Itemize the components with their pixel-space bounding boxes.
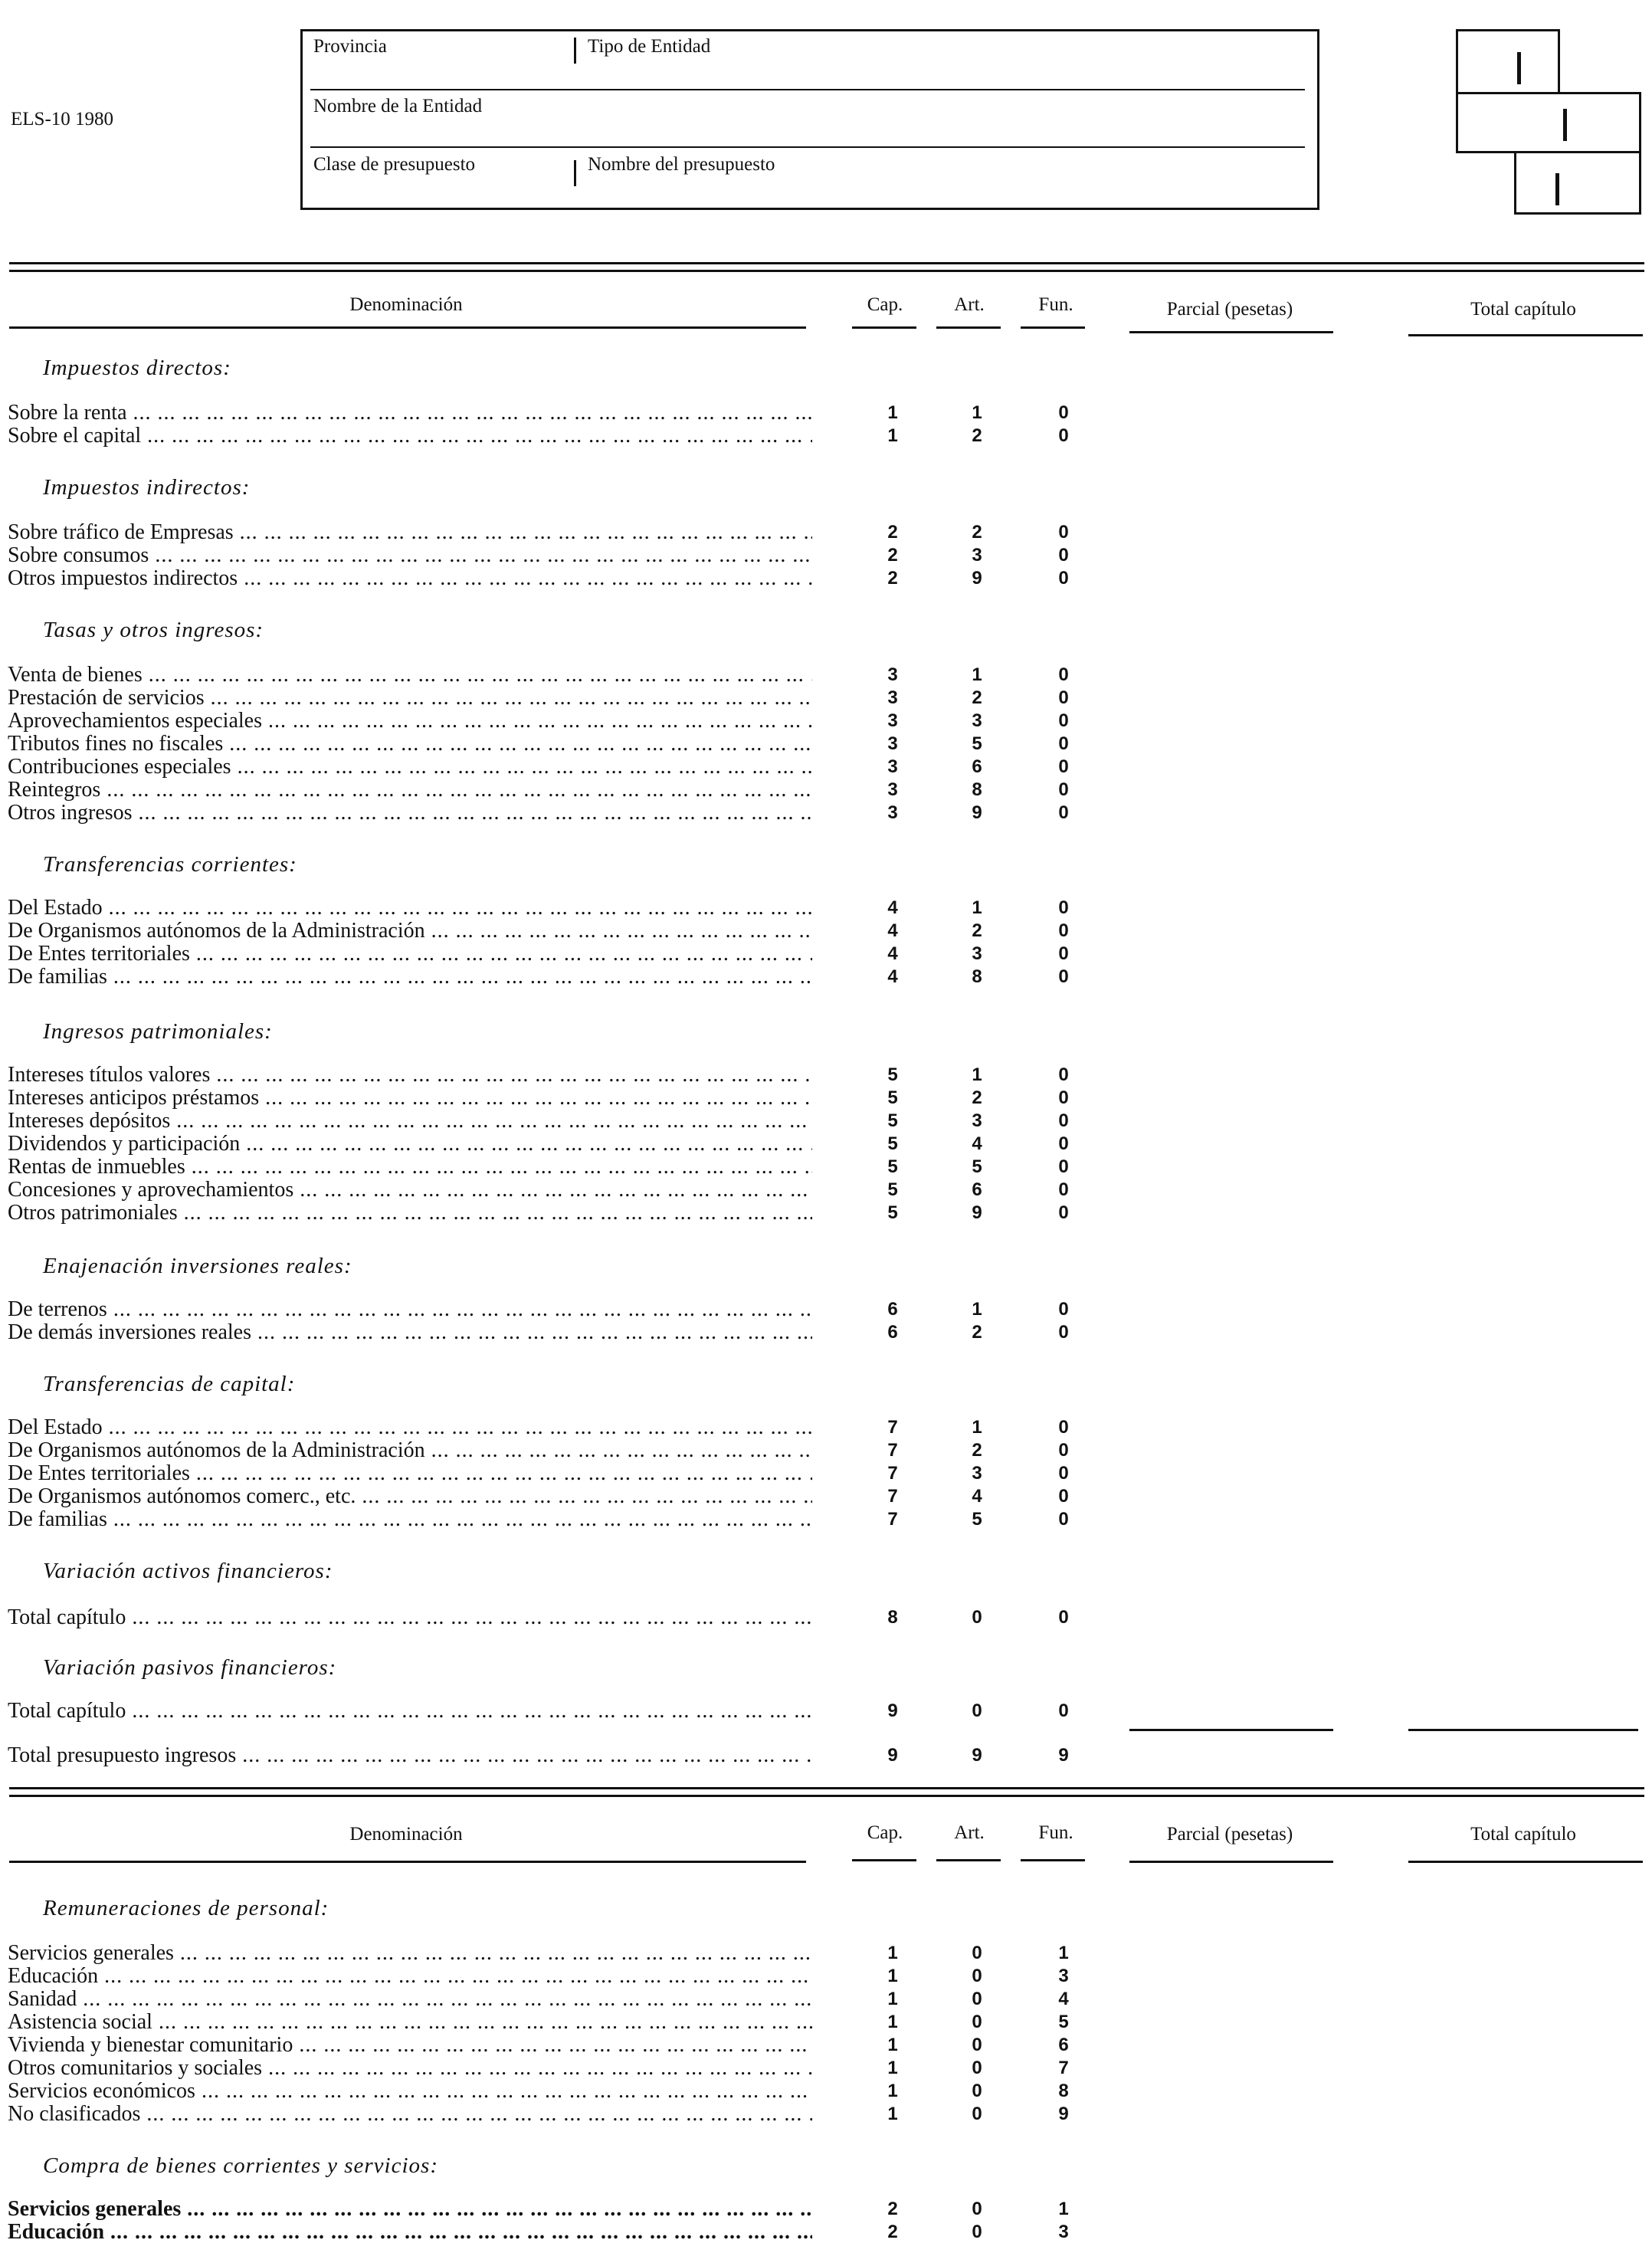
col-denominacion: Denominación	[349, 294, 463, 315]
underline-fun	[1021, 1859, 1085, 1861]
art-value: 9	[972, 802, 982, 823]
separator	[574, 38, 576, 64]
art-value: 6	[972, 756, 982, 777]
table-row	[8, 710, 1080, 733]
cap-value: 8	[887, 1607, 898, 1628]
art-value: 5	[972, 733, 982, 754]
art-value: 3	[972, 545, 982, 566]
art-value: 9	[972, 1202, 982, 1223]
fun-value: 1	[1058, 1943, 1069, 1963]
table-row	[8, 756, 1080, 779]
cap-value: 1	[887, 1943, 898, 1963]
double-rule-bottom	[9, 270, 1644, 272]
fun-value: 0	[1058, 779, 1069, 800]
table-row	[8, 687, 1080, 710]
sum-line-total	[1408, 1729, 1638, 1731]
row-label: Concesiones y aprovechamientos ... .	[8, 1179, 812, 1202]
section-title: Compra de bienes corrientes y servicios:	[43, 2153, 438, 2178]
col-fun: Fun.	[1038, 294, 1073, 315]
art-value: 1	[972, 1064, 982, 1085]
fun-value: 0	[1058, 1509, 1069, 1530]
fun-value: 0	[1058, 1700, 1069, 1721]
art-value: 2	[972, 687, 982, 708]
section-title: Tasas y otros ingresos:	[43, 618, 264, 642]
table-row	[8, 1965, 1080, 1988]
art-value: 1	[972, 402, 982, 423]
row-label: Sobre tráfico de Empresas ... .	[8, 521, 812, 544]
section-title: Remuneraciones de personal:	[43, 1896, 329, 1920]
table-row	[8, 1156, 1080, 1179]
cap-value: 3	[887, 733, 898, 754]
art-value: 0	[972, 2012, 982, 2032]
table-row	[8, 920, 1080, 943]
row-label: De Entes territoriales ... .	[8, 1462, 812, 1485]
table-row	[8, 544, 1080, 567]
table-row	[8, 1606, 1080, 1629]
art-value: 0	[972, 2104, 982, 2124]
table-row	[8, 1988, 1080, 2011]
table-row	[8, 1700, 1080, 1723]
cap-value: 2	[887, 2199, 898, 2219]
fun-value: 0	[1058, 1064, 1069, 1085]
section-title: Impuestos indirectos:	[43, 475, 251, 500]
fun-value: 0	[1058, 1463, 1069, 1484]
row-label: De Organismos autónomos comerc., etc. ... .	[8, 1485, 812, 1508]
fun-value: 0	[1058, 1486, 1069, 1507]
art-value: 6	[972, 1179, 982, 1200]
table-row	[8, 779, 1080, 802]
underline-art	[936, 326, 1001, 329]
row-label: Total capítulo ... .	[8, 1700, 812, 1723]
cap-value: 2	[887, 2222, 898, 2242]
table-row	[8, 1321, 1080, 1344]
table-row	[8, 1298, 1080, 1321]
row-label: Total capítulo ... .	[8, 1606, 812, 1629]
underline-cap	[852, 1859, 916, 1861]
row-label: De familias ... .	[8, 966, 812, 989]
header-box	[300, 29, 1319, 210]
art-value: 8	[972, 779, 982, 800]
fun-value: 0	[1058, 522, 1069, 543]
table-row	[8, 943, 1080, 966]
col-cap: Cap.	[867, 294, 903, 315]
table-row	[8, 1110, 1080, 1133]
double-rule-top	[9, 1787, 1644, 1789]
table-row	[8, 2057, 1080, 2080]
art-value: 2	[972, 1440, 982, 1461]
fun-value: 0	[1058, 1156, 1069, 1177]
underline-total	[1408, 334, 1643, 336]
row-label: De terrenos ... .	[8, 1298, 812, 1321]
art-value: 5	[972, 1509, 982, 1530]
row-label: Rentas de inmuebles ... .	[8, 1156, 812, 1179]
row-label: Servicios generales ... .	[8, 1942, 812, 1965]
fun-value: 0	[1058, 1179, 1069, 1200]
separator	[574, 160, 576, 186]
underline-parcial	[1129, 331, 1333, 333]
fun-value: 0	[1058, 1133, 1069, 1154]
fun-value: 9	[1058, 1745, 1069, 1766]
cap-value: 3	[887, 779, 898, 800]
cap-value: 1	[887, 2012, 898, 2032]
art-value: 2	[972, 920, 982, 941]
table-row	[8, 521, 1080, 544]
fun-value: 5	[1058, 2012, 1069, 2032]
section-title: Variación activos financieros:	[43, 1559, 333, 1583]
fun-value: 0	[1058, 897, 1069, 918]
table-row	[8, 2011, 1080, 2034]
table-row	[8, 1439, 1080, 1462]
double-rule-top	[9, 262, 1644, 264]
art-value: 1	[972, 664, 982, 685]
form-code: ELS-10 1980	[11, 109, 114, 130]
table-row	[8, 1064, 1080, 1087]
table-row	[8, 567, 1080, 590]
row-label: Educación ... .	[8, 1965, 812, 1988]
row-label: Del Estado ... .	[8, 897, 812, 920]
cap-value: 6	[887, 1322, 898, 1343]
provincia-label: Provincia	[313, 36, 387, 57]
cap-value: 3	[887, 710, 898, 731]
underline-cap	[852, 326, 916, 329]
cap-value: 9	[887, 1745, 898, 1766]
field-line	[310, 146, 1305, 148]
art-value: 0	[972, 2199, 982, 2219]
table-row	[8, 1179, 1080, 1202]
art-value: 0	[972, 1943, 982, 1963]
table-row	[8, 1416, 1080, 1439]
fun-value: 0	[1058, 402, 1069, 423]
cap-value: 1	[887, 425, 898, 446]
table-row	[8, 1087, 1080, 1110]
tipo-entidad-label: Tipo de Entidad	[588, 36, 711, 57]
fun-value: 0	[1058, 756, 1069, 777]
col-fun: Fun.	[1038, 1822, 1073, 1843]
art-value: 1	[972, 897, 982, 918]
row-label: De Organismos autónomos de la Administración ... .	[8, 920, 812, 943]
cap-value: 1	[887, 2058, 898, 2078]
row-label: Aprovechamientos especiales ... .	[8, 710, 812, 733]
table-row	[8, 2103, 1080, 2126]
section-title: Variación pasivos financieros:	[43, 1655, 337, 1680]
art-value: 9	[972, 1745, 982, 1766]
art-value: 0	[972, 1989, 982, 2009]
art-value: 3	[972, 943, 982, 964]
cap-value: 1	[887, 2035, 898, 2055]
table-row	[8, 664, 1080, 687]
fun-value: 0	[1058, 1440, 1069, 1461]
row-label: Sobre el capital ... .	[8, 425, 812, 448]
cap-value: 1	[887, 2104, 898, 2124]
fun-value: 0	[1058, 1322, 1069, 1343]
table-row	[8, 2198, 1080, 2221]
row-label: Servicios generales ... .	[8, 2198, 812, 2221]
cap-value: 2	[887, 545, 898, 566]
nombre-presupuesto-label: Nombre del presupuesto	[588, 154, 775, 175]
fun-value: 0	[1058, 568, 1069, 589]
art-value: 0	[972, 1607, 982, 1628]
art-value: 9	[972, 568, 982, 589]
row-label: Intereses títulos valores ... .	[8, 1064, 812, 1087]
cap-value: 1	[887, 402, 898, 423]
row-label: De demás inversiones reales ... .	[8, 1321, 812, 1344]
table-row	[8, 1485, 1080, 1508]
fun-value: 0	[1058, 1417, 1069, 1438]
fun-value: 7	[1058, 2058, 1069, 2078]
fun-value: 6	[1058, 2035, 1069, 2055]
fun-value: 4	[1058, 1989, 1069, 2009]
table-row	[8, 897, 1080, 920]
field-line	[310, 89, 1305, 90]
table-row	[8, 1202, 1080, 1225]
fun-value: 0	[1058, 1607, 1069, 1628]
underline-total	[1408, 1861, 1643, 1863]
row-label: No clasificados ... .	[8, 2103, 812, 2126]
cap-value: 5	[887, 1087, 898, 1108]
cap-value: 2	[887, 568, 898, 589]
row-label: Sobre consumos ... .	[8, 544, 812, 567]
fun-value: 8	[1058, 2081, 1069, 2101]
col-art: Art.	[954, 294, 985, 315]
cap-value: 4	[887, 897, 898, 918]
art-value: 3	[972, 710, 982, 731]
col-total: Total capítulo	[1470, 299, 1576, 320]
cap-value: 5	[887, 1179, 898, 1200]
fun-value: 9	[1058, 2104, 1069, 2124]
table-row	[8, 1133, 1080, 1156]
art-value: 0	[972, 2081, 982, 2101]
cap-value: 4	[887, 920, 898, 941]
cap-value: 2	[887, 522, 898, 543]
underline-fun	[1021, 326, 1085, 329]
table-row	[8, 402, 1080, 425]
cap-value: 5	[887, 1133, 898, 1154]
art-value: 2	[972, 1322, 982, 1343]
cap-value: 5	[887, 1110, 898, 1131]
row-label: Del Estado ... .	[8, 1416, 812, 1439]
art-value: 8	[972, 966, 982, 987]
cap-value: 1	[887, 2081, 898, 2101]
cap-value: 7	[887, 1440, 898, 1461]
cap-value: 5	[887, 1202, 898, 1223]
fun-value: 0	[1058, 1087, 1069, 1108]
row-label: Reintegros ... .	[8, 779, 812, 802]
art-value: 1	[972, 1417, 982, 1438]
cap-value: 6	[887, 1299, 898, 1320]
underline-parcial	[1129, 1861, 1333, 1863]
fun-value: 0	[1058, 802, 1069, 823]
table-row	[8, 425, 1080, 448]
table-row	[8, 966, 1080, 989]
section-title: Transferencias corrientes:	[43, 852, 297, 877]
fun-value: 0	[1058, 733, 1069, 754]
art-value: 0	[972, 2058, 982, 2078]
art-value: 4	[972, 1133, 982, 1154]
cap-value: 3	[887, 802, 898, 823]
registration-mark	[1456, 29, 1644, 218]
cap-value: 9	[887, 1700, 898, 1721]
art-value: 3	[972, 1110, 982, 1131]
cap-value: 7	[887, 1417, 898, 1438]
art-value: 5	[972, 1156, 982, 1177]
art-value: 1	[972, 1299, 982, 1320]
table-row	[8, 2034, 1080, 2057]
cap-value: 5	[887, 1064, 898, 1085]
row-label: Sobre la renta ... .	[8, 402, 812, 425]
fun-value: 0	[1058, 687, 1069, 708]
art-value: 3	[972, 1463, 982, 1484]
section-title: Ingresos patrimoniales:	[43, 1019, 273, 1044]
row-label: Educación ... .	[8, 2221, 812, 2244]
col-art: Art.	[954, 1822, 985, 1843]
fun-value: 0	[1058, 1110, 1069, 1131]
row-label: Intereses anticipos préstamos ... .	[8, 1087, 812, 1110]
fun-value: 0	[1058, 425, 1069, 446]
fun-value: 3	[1058, 1966, 1069, 1986]
row-label: Intereses depósitos ... .	[8, 1110, 812, 1133]
row-label: Prestación de servicios ... .	[8, 687, 812, 710]
art-value: 0	[972, 1700, 982, 1721]
section-title: Impuestos directos:	[43, 356, 231, 380]
row-label: Vivienda y bienestar comunitario ... .	[8, 2034, 812, 2057]
fun-value: 0	[1058, 545, 1069, 566]
row-label: De Organismos autónomos de la Administración ... .	[8, 1439, 812, 1462]
cap-value: 3	[887, 664, 898, 685]
fun-value: 0	[1058, 1299, 1069, 1320]
art-value: 2	[972, 1087, 982, 1108]
table-row	[8, 2221, 1080, 2244]
table-row	[8, 2080, 1080, 2103]
row-label: Sanidad ... .	[8, 1988, 812, 2011]
row-label: De familias ... .	[8, 1508, 812, 1531]
fun-value: 0	[1058, 943, 1069, 964]
cap-value: 3	[887, 687, 898, 708]
art-value: 2	[972, 425, 982, 446]
art-value: 4	[972, 1486, 982, 1507]
fun-value: 0	[1058, 710, 1069, 731]
row-label: Otros patrimoniales ... .	[8, 1202, 812, 1225]
sum-line-parcial	[1129, 1729, 1333, 1731]
nombre-entidad-label: Nombre de la Entidad	[313, 96, 483, 116]
fun-value: 3	[1058, 2222, 1069, 2242]
table-row	[8, 733, 1080, 756]
row-label: Asistencia social ... .	[8, 2011, 812, 2034]
col-parcial: Parcial (pesetas)	[1166, 1824, 1293, 1845]
row-label: Contribuciones especiales ... .	[8, 756, 812, 779]
underline-art	[936, 1859, 1001, 1861]
clase-presupuesto-label: Clase de presupuesto	[313, 154, 476, 175]
double-rule-bottom	[9, 1795, 1644, 1797]
cap-value: 7	[887, 1509, 898, 1530]
cap-value: 1	[887, 1989, 898, 2009]
row-label: Tributos fines no fiscales ... .	[8, 733, 812, 756]
underline-denominacion	[9, 326, 806, 329]
cap-value: 7	[887, 1486, 898, 1507]
row-label: Otros comunitarios y sociales ... .	[8, 2057, 812, 2080]
table-row	[8, 1508, 1080, 1531]
fun-value: 0	[1058, 664, 1069, 685]
row-label: De Entes territoriales ... .	[8, 943, 812, 966]
cap-value: 3	[887, 756, 898, 777]
fun-value: 1	[1058, 2199, 1069, 2219]
section-title: Enajenación inversiones reales:	[43, 1254, 352, 1278]
art-value: 2	[972, 522, 982, 543]
table-row	[8, 1462, 1080, 1485]
section-title: Transferencias de capital:	[43, 1372, 296, 1396]
cap-value: 4	[887, 943, 898, 964]
col-denominacion: Denominación	[349, 1824, 463, 1845]
row-label: Otros ingresos ... .	[8, 802, 812, 825]
col-total: Total capítulo	[1470, 1824, 1576, 1845]
col-parcial: Parcial (pesetas)	[1166, 299, 1293, 320]
art-value: 0	[972, 1966, 982, 1986]
cap-value: 4	[887, 966, 898, 987]
fun-value: 0	[1058, 966, 1069, 987]
row-label: Servicios económicos ... .	[8, 2080, 812, 2103]
cap-value: 5	[887, 1156, 898, 1177]
cap-value: 1	[887, 1966, 898, 1986]
cap-value: 7	[887, 1463, 898, 1484]
table-row	[8, 802, 1080, 825]
col-cap: Cap.	[867, 1822, 903, 1843]
total-label: Total presupuesto ingresos ... .	[8, 1744, 812, 1767]
row-label: Venta de bienes ... .	[8, 664, 812, 687]
art-value: 0	[972, 2222, 982, 2242]
art-value: 0	[972, 2035, 982, 2055]
row-label: Dividendos y participación ... .	[8, 1133, 812, 1156]
underline-denominacion	[9, 1861, 806, 1863]
table-row	[8, 1942, 1080, 1965]
total-row	[8, 1744, 1080, 1767]
fun-value: 0	[1058, 920, 1069, 941]
row-label: Otros impuestos indirectos ... .	[8, 567, 812, 590]
fun-value: 0	[1058, 1202, 1069, 1223]
